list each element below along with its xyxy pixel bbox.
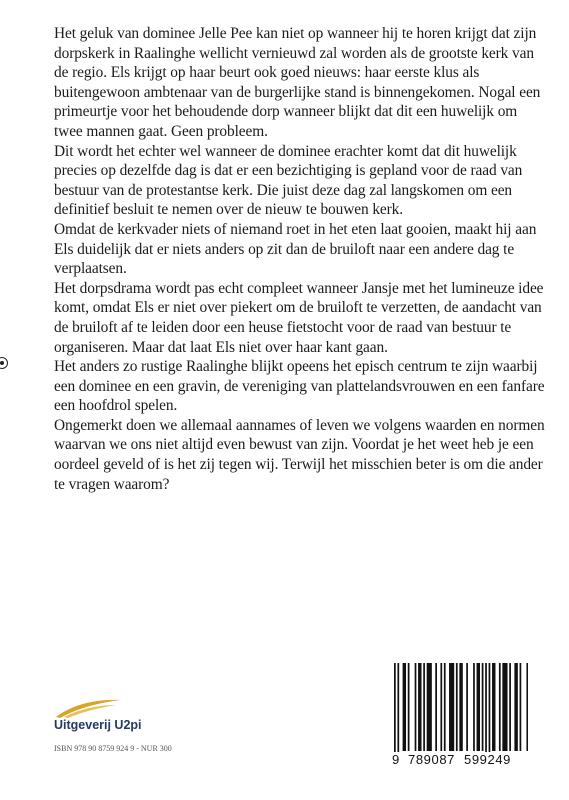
- barcode-bar: [440, 663, 442, 751]
- barcode-right-digits: 599249: [464, 752, 511, 767]
- barcode-bar: [456, 663, 458, 751]
- barcode-bar: [502, 663, 507, 751]
- target-dot-icon: [0, 357, 8, 369]
- blurb-paragraph: Het geluk van dominee Jelle Pee kan niet op wanneer hij te horen krijgt dat zijn dorpskerk in Raalinghe wellicht vernieuwd zal worden als de grootste kerk van de regio. Els krijgt op haar beurt ook goed nieuws: haar eerste klus als buitengewoon ambtenaar van de burgerlijke stand is binnengekomen. Nogal een primeurtje voor het behoudende dorp wanneer blijkt dat dit een huwelijk om twee mannen gaat. Geen probleem.: [54, 25, 541, 140]
- isbn-barcode: [388, 661, 528, 769]
- barcode-bar: [415, 663, 417, 751]
- barcode-bar: [489, 663, 491, 757]
- blurb-paragraph: Ongemerkt doen we allemaal aannames of leven we volgens waarden en normen waarvan we ons niet altijd even bewust van zijn. Voordat je het weet heb je een oordeel geveld of is het zij tegen wij. Terwijl het misschien beter is om die ander te vragen waarom?: [54, 416, 545, 493]
- barcode-bar: [459, 663, 462, 751]
- barcode-bar: [427, 663, 432, 751]
- blurb-paragraph: Omdat de kerkvader niets of niemand roet in het eten laat gooien, maakt hij aan Els duidelijk dat er niets anders op zit dan de bruiloft naar een andere dag te verplaatsen.: [54, 220, 537, 278]
- barcode-bar: [499, 663, 501, 751]
- barcode-bar: [397, 663, 399, 757]
- barcode-bar: [466, 663, 468, 751]
- barcode-bar: [408, 663, 410, 751]
- barcode-bar: [509, 663, 511, 751]
- barcode-bar: [473, 663, 475, 751]
- blurb-paragraph: Dit wordt het echter wel wanneer de dominee erachter komt dat dit huwelijk precies op dezelfde dag is dat er een bezichtiging is gepland voor de raad van bestuur van de protestantse kerk. Die juist deze dag zal langskomen om een definitief besluit te nemen over de nieuw te bouwen kerk.: [54, 142, 523, 219]
- barcode-bar: [526, 663, 528, 751]
- blurb-paragraph: Het anders zo rustige Raalinghe blijkt opeens het episch centrum te zijn waarbij een dominee en een gravin, de vereniging van plattelandsvrouwen en een fanfare een hoofdrol spelen.: [54, 358, 545, 415]
- barcode-bar: [492, 663, 495, 751]
- swoosh-icon: [54, 696, 124, 720]
- barcode-bar: [435, 663, 437, 751]
- barcode-bar: [520, 663, 522, 751]
- barcode-bar: [444, 663, 446, 751]
- barcode-bar: [394, 663, 396, 757]
- barcode-bar: [482, 663, 484, 751]
- blurb-paragraph: Het dorpsdrama wordt pas echt compleet wanneer Jansje met het lumineuze idee komt, omdat Els er niet over piekert om de bruiloft te verzetten, de aandacht van de bruiloft af te leiden door een heuse fietstocht voor de raad van bestuur te organiseren. Maar dat laat Els niet over haar kant gaan.: [54, 279, 544, 356]
- publisher-name: Uitgeverij U2pi: [54, 718, 142, 732]
- barcode-bar: [477, 663, 480, 751]
- barcode-first-digit: 9: [392, 752, 400, 767]
- barcode-bar: [514, 663, 517, 751]
- isbn-nur-line: ISBN 978 90 8759 924 9 - NUR 300: [54, 744, 172, 753]
- publisher-logo: [54, 696, 194, 736]
- barcode-bar: [485, 663, 487, 757]
- barcode-left-digits: 789087: [408, 752, 455, 767]
- blurb-text: [54, 24, 546, 494]
- barcode-bar: [449, 663, 454, 751]
- barcode-bar: [423, 663, 425, 751]
- barcode-bar: [403, 663, 406, 751]
- barcode-bar: [418, 663, 421, 751]
